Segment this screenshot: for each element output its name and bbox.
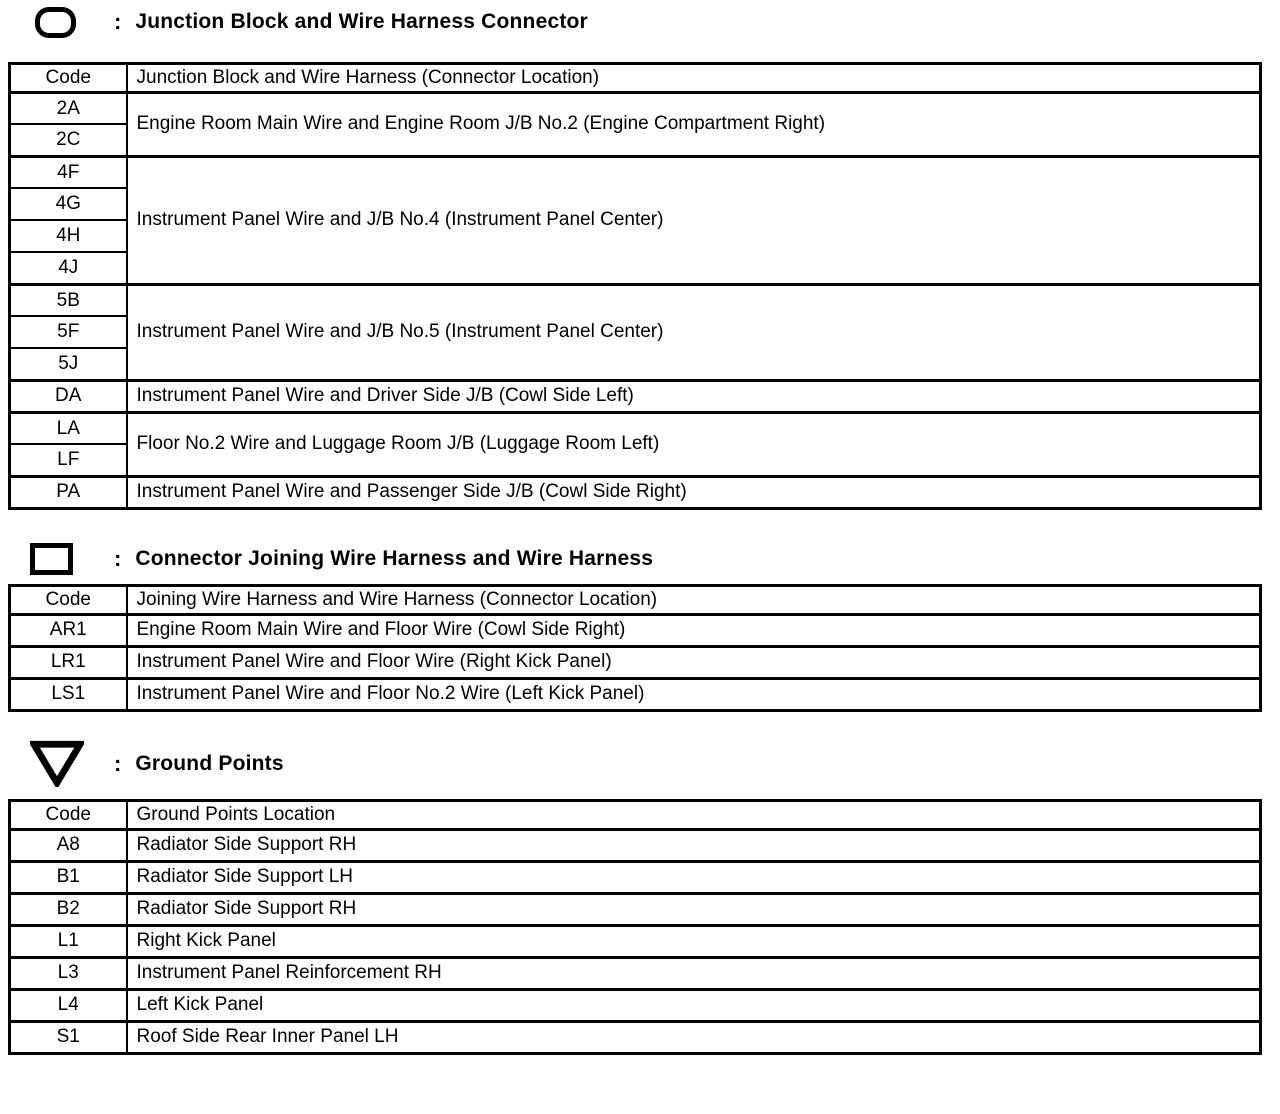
table-row: [10, 646, 1261, 678]
code-cell: B1: [10, 861, 127, 893]
location-cell: Floor No.2 Wire and Luggage Room J/B (Luggage Room Left): [127, 412, 1261, 476]
location-cell: Radiator Side Support RH: [127, 829, 1261, 861]
location-cell: Instrument Panel Wire and Passenger Side J/B (Cowl Side Right): [127, 476, 1261, 508]
table-header-row: [10, 800, 1261, 829]
table-row: [10, 893, 1261, 925]
location-cell: Roof Side Rear Inner Panel LH: [127, 1021, 1261, 1053]
code-column-header: Code: [10, 64, 127, 93]
section-joining-connectors: [0, 537, 1280, 712]
location-cell: Instrument Panel Reinforcement RH: [127, 957, 1261, 989]
location-cell: Instrument Panel Wire and Driver Side J/B (Cowl Side Left): [127, 380, 1261, 412]
code-cell: 2C: [10, 124, 127, 156]
code-cell: LF: [10, 444, 127, 476]
table-row: [10, 989, 1261, 1021]
code-cell: A8: [10, 829, 127, 861]
location-cell: Radiator Side Support LH: [127, 861, 1261, 893]
section-header: [0, 537, 1280, 581]
location-column-header: Junction Block and Wire Harness (Connector Location): [127, 64, 1261, 93]
table-row: [10, 678, 1261, 710]
ground-points-table: [8, 799, 1262, 1055]
code-cell: LR1: [10, 646, 127, 678]
section-ground-points: [0, 739, 1280, 1055]
code-cell: 4G: [10, 188, 127, 220]
junction-block-connector-icon: [35, 7, 76, 38]
code-cell: PA: [10, 476, 127, 508]
table-row: [10, 412, 1261, 444]
table-header-row: [10, 585, 1261, 614]
location-cell: Left Kick Panel: [127, 989, 1261, 1021]
table-row: [10, 829, 1261, 861]
table-row: [10, 476, 1261, 508]
table-row: [10, 1021, 1261, 1053]
code-column-header: Code: [10, 585, 127, 614]
code-cell: B2: [10, 893, 127, 925]
code-cell: 4F: [10, 156, 127, 188]
table-row: [10, 284, 1261, 316]
code-cell: 4H: [10, 220, 127, 252]
section-junction-block-connectors: [0, 0, 1280, 510]
table-row: [10, 92, 1261, 124]
code-cell: DA: [10, 380, 127, 412]
wire-joining-connector-icon: [30, 543, 73, 575]
colon-separator: :: [114, 750, 122, 776]
code-cell: 5J: [10, 348, 127, 380]
location-cell: Instrument Panel Wire and J/B No.4 (Instrument Panel Center): [127, 156, 1261, 284]
ground-point-icon: [30, 740, 84, 787]
section-title: Connector Joining Wire Harness and Wire Harness: [135, 546, 654, 570]
code-column-header: Code: [10, 800, 127, 829]
location-cell: Radiator Side Support RH: [127, 893, 1261, 925]
location-cell: Engine Room Main Wire and Engine Room J/B No.2 (Engine Compartment Right): [127, 92, 1261, 156]
section-header: [0, 739, 1280, 789]
joining-connector-table: [8, 584, 1262, 712]
colon-separator: :: [114, 9, 122, 34]
icon-slot: [30, 740, 114, 787]
junction-block-table: [8, 62, 1262, 510]
icon-slot: [30, 543, 114, 575]
code-cell: 5B: [10, 284, 127, 316]
code-cell: LS1: [10, 678, 127, 710]
icon-slot: [30, 7, 114, 38]
section-title: Ground Points: [135, 751, 284, 775]
code-cell: AR1: [10, 614, 127, 646]
location-cell: Engine Room Main Wire and Floor Wire (Cowl Side Right): [127, 614, 1261, 646]
code-cell: 5F: [10, 316, 127, 348]
location-cell: Right Kick Panel: [127, 925, 1261, 957]
location-cell: Instrument Panel Wire and Floor No.2 Wire (Left Kick Panel): [127, 678, 1261, 710]
section-title: Junction Block and Wire Harness Connector: [135, 10, 588, 33]
table-header-row: [10, 64, 1261, 93]
location-column-header: Joining Wire Harness and Wire Harness (Connector Location): [127, 585, 1261, 614]
code-cell: 2A: [10, 92, 127, 124]
table-row: [10, 380, 1261, 412]
table-row: [10, 957, 1261, 989]
table-row: [10, 925, 1261, 957]
table-row: [10, 614, 1261, 646]
colon-separator: :: [114, 545, 122, 571]
location-cell: Instrument Panel Wire and J/B No.5 (Instrument Panel Center): [127, 284, 1261, 380]
table-row: [10, 861, 1261, 893]
location-cell: Instrument Panel Wire and Floor Wire (Right Kick Panel): [127, 646, 1261, 678]
table-row: [10, 156, 1261, 188]
code-cell: S1: [10, 1021, 127, 1053]
location-column-header: Ground Points Location: [127, 800, 1261, 829]
code-cell: L3: [10, 957, 127, 989]
code-cell: L1: [10, 925, 127, 957]
section-header: [0, 0, 1280, 44]
code-cell: LA: [10, 412, 127, 444]
code-cell: L4: [10, 989, 127, 1021]
code-cell: 4J: [10, 252, 127, 284]
